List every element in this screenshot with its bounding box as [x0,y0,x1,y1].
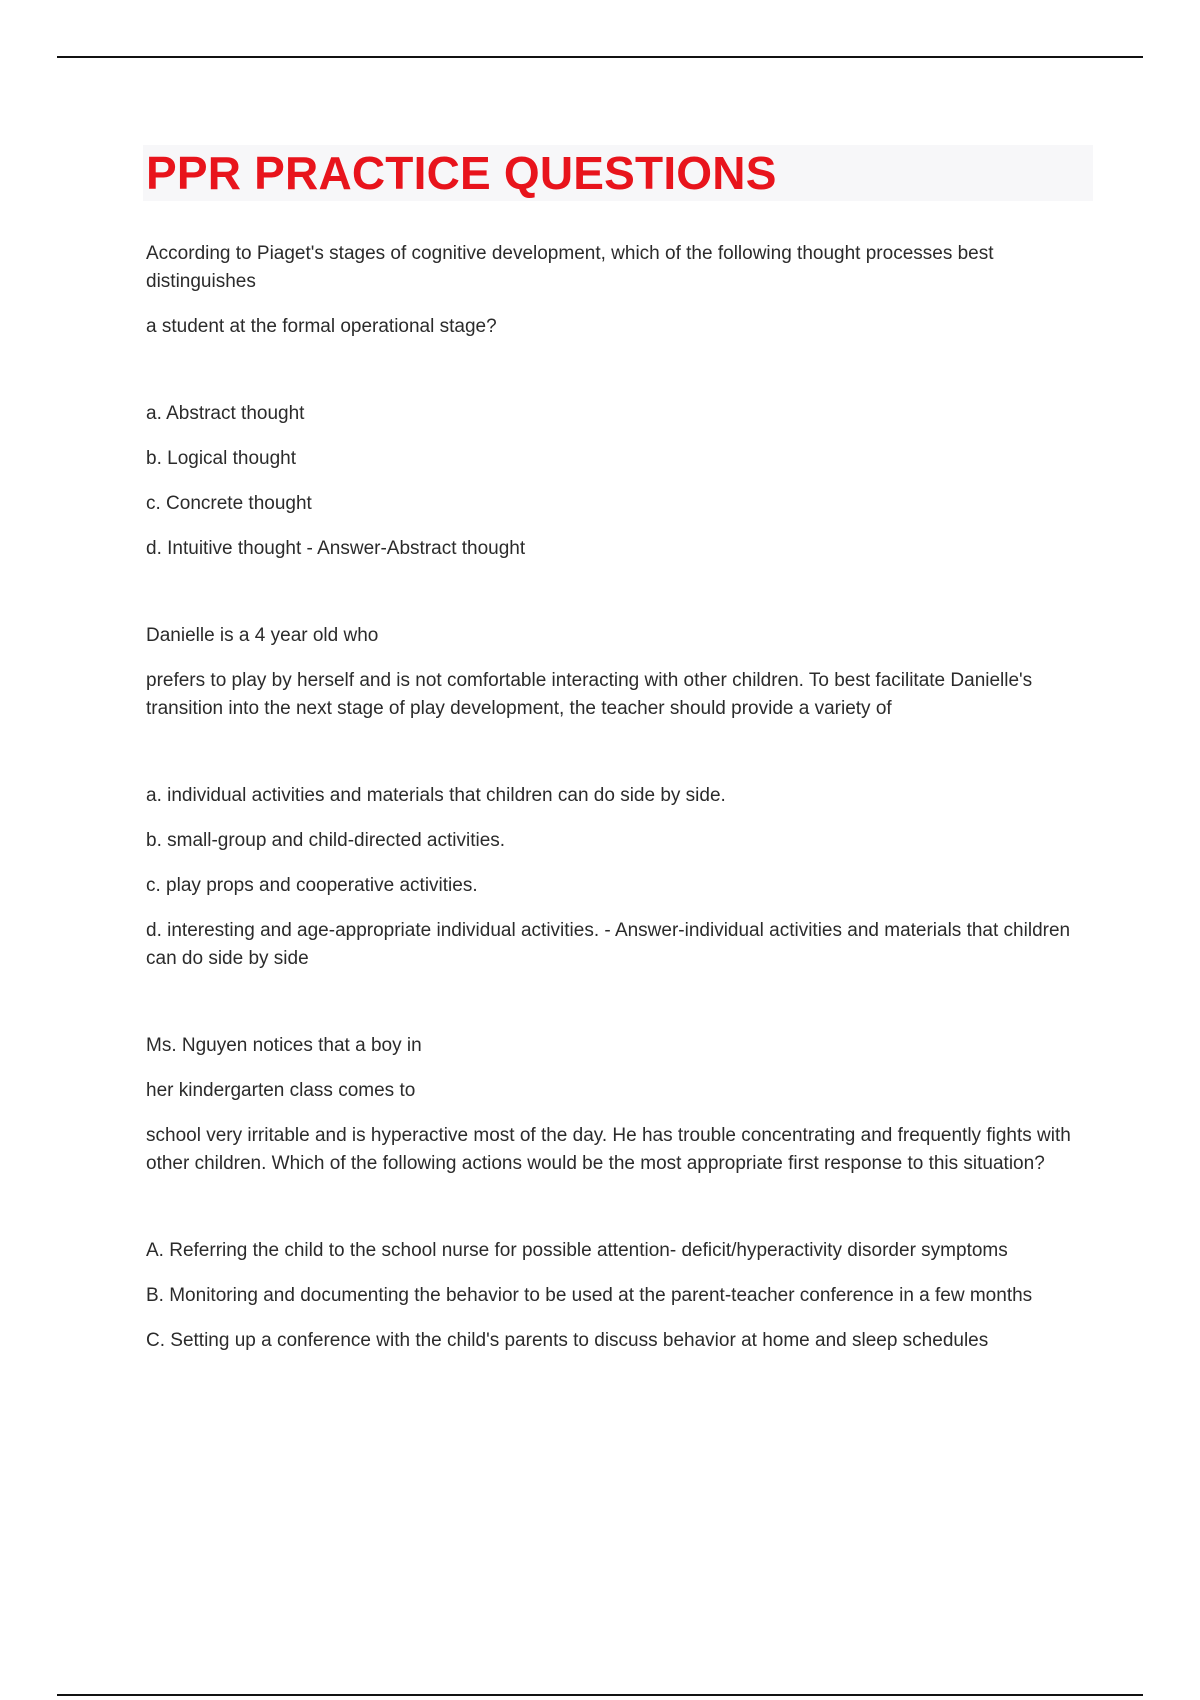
question-2-option-c: c. play props and cooperative activities. [146,875,478,896]
question-2-stem-line-2: prefers to play by herself and is not comfortable interacting with other children. To best facilitate Danielle's transition into the next stage of play development, the teacher should provide a variety of [146,670,1033,719]
question-1-option-a: a. Abstract thought [146,403,305,424]
bottom-rule [57,1694,1143,1696]
top-rule [57,56,1143,58]
question-3-option-b: B. Monitoring and documenting the behavior to be used at the parent-teacher conference in a few months [146,1285,1033,1306]
question-1-option-c: c. Concrete thought [146,493,312,514]
question-1 [146,240,1076,563]
question-2-option-b: b. small-group and child-directed activities. [146,830,506,851]
question-1-stem-line-1: According to Piaget's stages of cognitive development, which of the following thought processes best distinguishes [146,243,994,292]
question-1-option-b: b. Logical thought [146,448,297,469]
question-3-option-a: A. Referring the child to the school nurse for possible attention- deficit/hyperactivity disorder symptoms [146,1240,1008,1261]
question-2-stem-line-1: Danielle is a 4 year old who [146,625,379,646]
document-body [146,240,1076,1372]
question-3 [146,1032,1076,1355]
question-1-stem-line-2: a student at the formal operational stage? [146,316,497,337]
question-3-option-c: C. Setting up a conference with the child's parents to discuss behavior at home and sleep schedules [146,1330,989,1351]
question-1-option-d: d. Intuitive thought - Answer-Abstract thought [146,538,526,559]
question-2 [146,622,1076,973]
question-2-option-a: a. individual activities and materials that children can do side by side. [146,785,726,806]
question-2-option-d: d. interesting and age-appropriate individual activities. - Answer-individual activities and materials that children can do side by side [146,920,1071,969]
document-title: PPR PRACTICE QUESTIONS [146,147,777,199]
question-3-stem-line-2: her kindergarten class comes to [146,1080,416,1101]
question-3-stem-line-1: Ms. Nguyen notices that a boy in [146,1035,422,1056]
question-3-stem-line-3: school very irritable and is hyperactive most of the day. He has trouble concentrating and frequently fights with other children. Which of the following actions would be the most appropriate first response to this situation? [146,1125,1071,1174]
